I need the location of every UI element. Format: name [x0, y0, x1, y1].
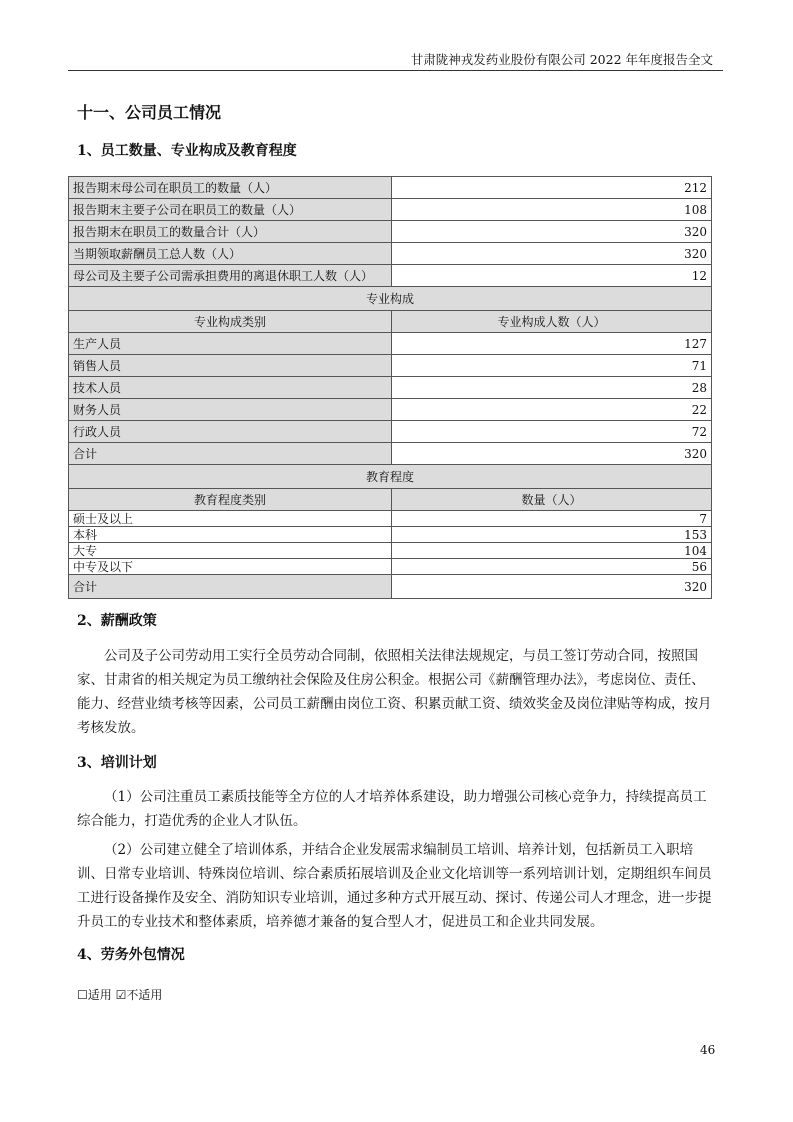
- not-applicable-checkbox: ☑不适用: [115, 988, 163, 1002]
- table-row: [69, 511, 712, 527]
- outsourcing-options: [77, 986, 162, 1003]
- row-value: 104: [392, 543, 712, 559]
- table-row: [69, 177, 712, 199]
- edu-col2: 数量（人）: [392, 489, 712, 511]
- table-row: [69, 265, 712, 287]
- row-label: 报告期末在职员工的数量合计（人）: [69, 221, 392, 243]
- row-label: 硕士及以上: [69, 511, 392, 527]
- row-value: 56: [392, 559, 712, 575]
- applicable-checkbox: ☐适用: [77, 988, 112, 1002]
- row-value: 320: [392, 575, 712, 599]
- row-value: 212: [392, 177, 712, 199]
- row-value: 153: [392, 527, 712, 543]
- subsection-title-2: 2、薪酬政策: [77, 613, 157, 629]
- prof-col2: 专业构成人数（人）: [392, 311, 712, 333]
- table-row: [69, 575, 712, 599]
- table-row: [69, 543, 712, 559]
- row-label: 合计: [69, 443, 392, 465]
- row-value: 108: [392, 199, 712, 221]
- prof-col1: 专业构成类别: [69, 311, 392, 333]
- row-label: 本科: [69, 527, 392, 543]
- subsection-title-3: 3、培训计划: [77, 755, 157, 771]
- header-divider: [68, 70, 723, 71]
- table-row: [69, 527, 712, 543]
- table-row: [69, 377, 712, 399]
- table-row: [69, 559, 712, 575]
- row-value: 22: [392, 399, 712, 421]
- section-title: 十一、公司员工情况: [77, 103, 222, 122]
- table-row: [69, 399, 712, 421]
- row-value: 7: [392, 511, 712, 527]
- row-value: 127: [392, 333, 712, 355]
- table-row: [69, 199, 712, 221]
- row-label: 财务人员: [69, 399, 392, 421]
- edu-col1: 教育程度类别: [69, 489, 392, 511]
- row-label: 母公司及主要子公司需承担费用的离退休职工人数（人）: [69, 265, 392, 287]
- row-value: 71: [392, 355, 712, 377]
- subsection-title-1: 1、员工数量、专业构成及教育程度: [77, 143, 297, 159]
- row-label: 销售人员: [69, 355, 392, 377]
- training-paragraph-2: （2）公司建立健全了培训体系，并结合企业发展需求编制员工培训、培养计划，包括新员工入职培训、日常专业培训、特殊岗位培训、综合素质拓展培训及企业文化培训等一系列培训计划，定期组织车间员工进行设备操作及安全、消防知识专业培训，通过多种方式开展互动、探讨、传递公司人才理念，进一步提升员工的专业技术和整体素质，培养德才兼备的复合型人才，促进员工和企业共同发展。: [77, 842, 712, 930]
- row-value: 320: [392, 221, 712, 243]
- row-label: 合计: [69, 575, 392, 599]
- row-value: 72: [392, 421, 712, 443]
- table-row: [69, 221, 712, 243]
- row-label: 中专及以下: [69, 559, 392, 575]
- table-row: [69, 443, 712, 465]
- employee-table: [68, 176, 712, 599]
- row-label: 当期领取薪酬员工总人数（人）: [69, 243, 392, 265]
- edu-title: 教育程度: [69, 465, 712, 489]
- salary-policy-text: 公司及子公司劳动用工实行全员劳动合同制，依照相关法律法规规定，与员工签订劳动合同，按照国家、甘肃省的相关规定为员工缴纳社会保险及住房公积金。根据公司《薪酬管理办法》，考虑岗位、责任、能力、经营业绩考核等因素，公司员工薪酬由岗位工资、积累贡献工资、绩效奖金及岗位津贴等构成，按月考核发放。: [77, 648, 712, 736]
- subsection-title-4: 4、劳务外包情况: [77, 947, 185, 963]
- row-label: 报告期末母公司在职员工的数量（人）: [69, 177, 392, 199]
- training-paragraph-1: （1）公司注重员工素质技能等全方位的人才培养体系建设，助力增强公司核心竞争力，持续提高员工综合能力，打造优秀的企业人才队伍。: [77, 789, 707, 829]
- row-value: 28: [392, 377, 712, 399]
- table-row: [69, 465, 712, 489]
- prof-title: 专业构成: [69, 287, 712, 311]
- row-value: 12: [392, 265, 712, 287]
- table-row: [69, 287, 712, 311]
- row-label: 技术人员: [69, 377, 392, 399]
- page-header: 甘肃陇神戎发药业股份有限公司 2022 年年度报告全文: [410, 52, 713, 67]
- row-label: 报告期末主要子公司在职员工的数量（人）: [69, 199, 392, 221]
- row-label: 行政人员: [69, 421, 392, 443]
- page-number: 46: [700, 1043, 716, 1057]
- table-row: [69, 243, 712, 265]
- table-row: [69, 355, 712, 377]
- row-label: 生产人员: [69, 333, 392, 355]
- row-value: 320: [392, 243, 712, 265]
- row-label: 大专: [69, 543, 392, 559]
- row-value: 320: [392, 443, 712, 465]
- table-row: [69, 489, 712, 511]
- table-row: [69, 311, 712, 333]
- table-row: [69, 333, 712, 355]
- table-row: [69, 421, 712, 443]
